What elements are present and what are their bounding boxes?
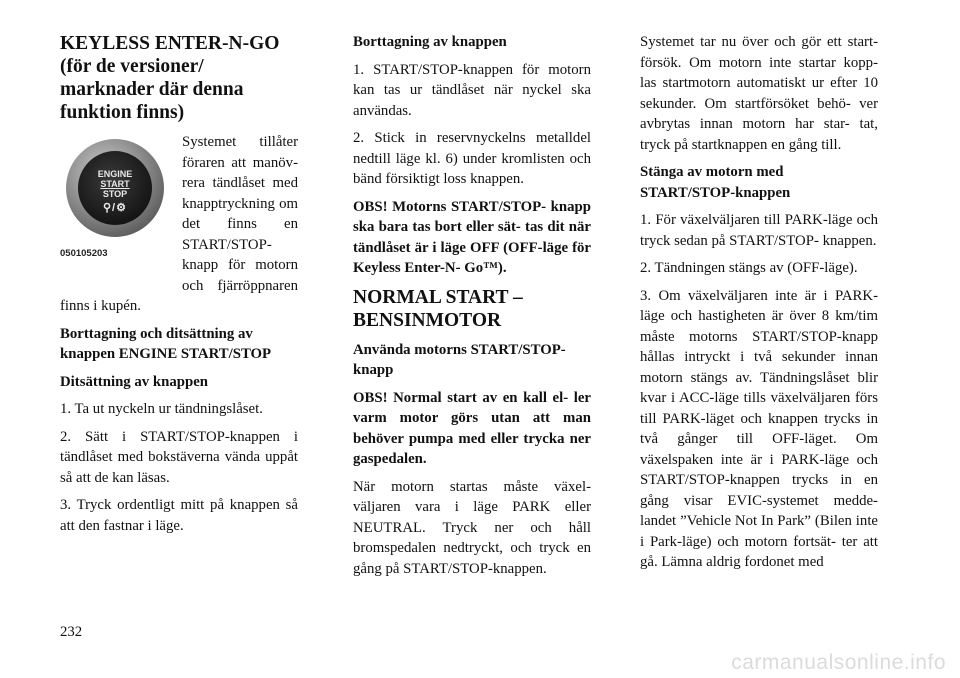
- note-paragraph: OBS! Motorns START/STOP- knapp ska bara tas bort eller sät- tas dit när tändlåset är i läge OFF (OFF-läge för Keyless Enter-N- Go™).: [353, 198, 591, 276]
- section-heading: NORMAL START – BENSINMOTOR: [353, 286, 523, 331]
- body-paragraph: När motorn startas måste växel- väljaren vara i läge PARK eller NEUTRAL. Tryck ner och håll bromspedalen nedtryckt, och tryck en gång på START/STOP-knappen.: [353, 478, 591, 577]
- step-paragraph: 1. För växelväljaren till PARK-läge och tryck sedan på START/STOP- knappen.: [640, 212, 878, 249]
- subheading-removal: Borttagning av knappen: [353, 34, 507, 50]
- subheading-removal-insertion: Borttagning och ditsättning av knappen ENGINE START/STOP: [60, 325, 272, 362]
- page-number: 232: [60, 624, 83, 640]
- watermark: carmanualsonline.info: [731, 651, 946, 674]
- subheading-stop-engine: Stänga av motorn med START/STOP-knappen: [640, 164, 791, 201]
- start-stop-button-icon: [66, 139, 164, 237]
- button-label-engine: ENGINE: [97, 169, 133, 179]
- section-title: KEYLESS ENTER-N-GO (för de versioner/ marknader där denna funktion finns): [60, 33, 280, 123]
- note-paragraph: OBS! Normal start av en kall el- ler varm motor görs utan att man behöver pumpa med eller trycka ner gaspedalen.: [353, 389, 591, 467]
- step-paragraph: 1. Ta ut nyckeln ur tändningslåset.: [60, 401, 263, 417]
- step-paragraph: 3. Tryck ordentligt mitt på knappen så att den fastnar i läge.: [60, 497, 298, 534]
- column-right: [640, 32, 878, 580]
- key-gear-icon: ⚲/⚙: [103, 202, 127, 214]
- step-paragraph: 2. Stick in reservnyckelns metalldel nedtill läge kl. 6) under kromlisten och bänd försiktigt loss knappen.: [353, 130, 591, 187]
- start-stop-button-face: [78, 151, 152, 225]
- figure-code: 050105203: [60, 248, 108, 259]
- subheading-using-button: Använda motorns START/STOP- knapp: [353, 341, 566, 378]
- intro-paragraph: Systemet tillåter föraren att manöv- rera tändlåset med knapptryckning om det finns en START/STOP- knapp för motorn och fjärröppnaren finns i kupén.: [60, 134, 298, 314]
- step-paragraph: 2. Sätt i START/STOP-knappen i tändlåset med bokstäverna vända uppåt så att de kan läsas.: [60, 428, 298, 486]
- subheading-insertion: Ditsättning av knappen: [60, 373, 209, 390]
- button-label-stop: STOP: [102, 189, 128, 199]
- start-stop-button-figure: [60, 136, 170, 276]
- step-paragraph: 2. Tändningen stängs av (OFF-läge).: [640, 260, 858, 276]
- column-left: [60, 32, 298, 543]
- button-label-start: START: [100, 179, 130, 189]
- step-paragraph: 3. Om växelväljaren inte är i PARK- läge och hastigheten är över 8 km/tim måste motorns START/STOP-knapp hållas intryckt i två sekunder innan motorn stängs av. Tändningslåset blir kvar i ACC-läge tills växelväljaren förs till PARK-läget och knappen trycks in två gånger till OFF-läget. Om växelspaken inte är i PARK-läge och START/STOP-knappen trycks in en gång visar EVIC-systemet medde- landet ”Vehicle Not In Park” (Bilen inte i Park-läge) och motorn fortsät- ter att gå. Lämna aldrig fordonet med: [640, 287, 878, 570]
- column-middle: [353, 32, 591, 586]
- step-paragraph: 1. START/STOP-knappen för motorn kan tas ur tändlåset när nyckel ska användas.: [353, 61, 591, 119]
- body-paragraph: Systemet tar nu över och gör ett start- försök. Om motorn inte startar kopp- las startmotorn automatiskt ur efter 10 sekunder. Om startförsöket behö- ver avbrytas innan motorn har star- tat, tryck på startknappen en gång till.: [640, 34, 878, 153]
